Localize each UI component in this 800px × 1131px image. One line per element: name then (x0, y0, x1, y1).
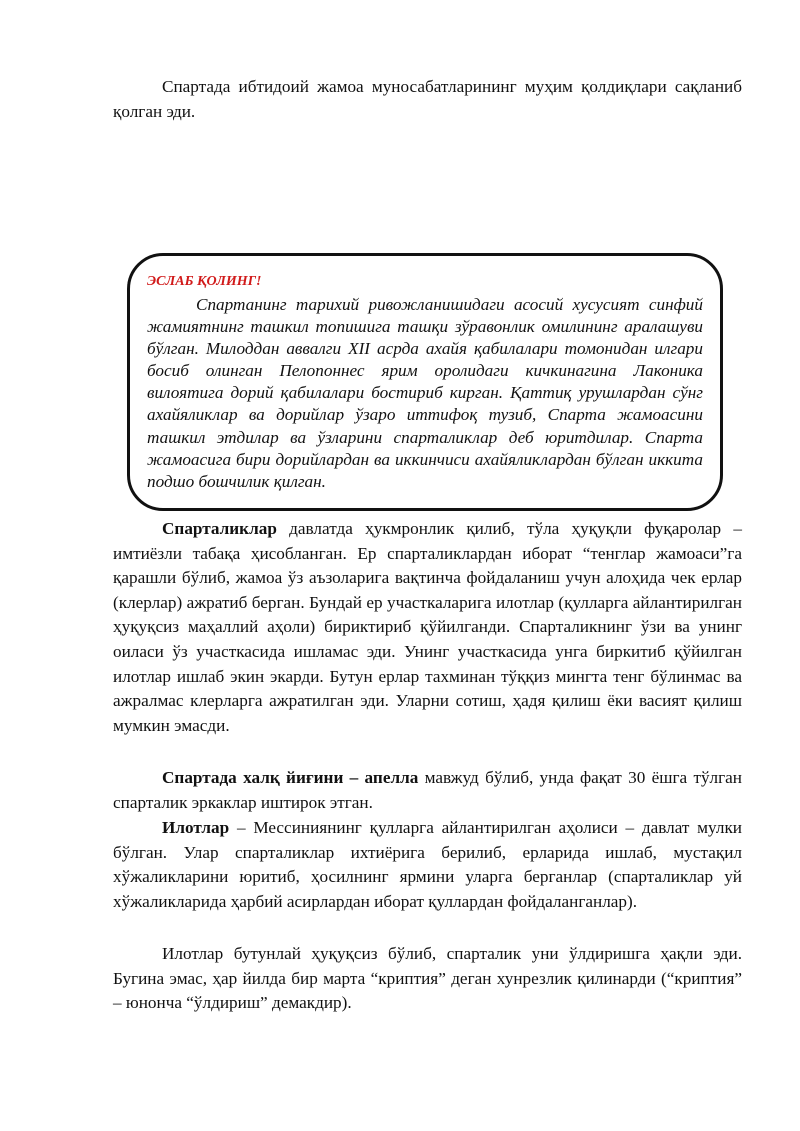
helots-second-paragraph (113, 942, 742, 1016)
callout-content (147, 272, 703, 498)
spartans-paragraph (113, 517, 742, 738)
callout-text: Спартанинг тарихий ривожланишидаги асосий хусусият синфий жамиятнинг ташкил топишига ташқи зўравонлик омилининг аралашуви бўлган. Милоддан аввалги XII асрда ахайя қабилалари томонидан илгари босиб олинган Пелопоннес ярим оролидаги кичкинагина Лаконика вилоятига дорий қабилалари бостириб кирган. Қаттиқ урушлардан сўнг ахайяликлар ва дорийлар ўзаро иттифоқ тузиб, Спарта жамоасини ташкил этдилар ва ўзларини спарталиклар деб юритдилар. Спарта жамоасига бири дорийлардан ва иккинчиси ахайяликлардан бўлган иккита подшо бошчилик қилган. (147, 295, 703, 491)
callout-title: ЭСЛАБ ҚОЛИНГ! (147, 274, 262, 289)
intro-text: Спартада ибтидоий жамоа муносабатларининг муҳим қолдиқлари сақланиб қолган эди. (113, 77, 742, 121)
spartans-term: Спарталиклар (162, 519, 277, 538)
remember-callout-box (127, 253, 723, 511)
helots-paragraph (113, 816, 742, 914)
helots-term: Илотлар (162, 818, 230, 837)
helots-second-text: Илотлар бутунлай ҳуқуқсиз бўлиб, спарталик уни ўлдиришга ҳақли эди. Бугина эмас, ҳар йилда бир марта “криптия” деган хунрезлик қилинарди (“криптия” – юнонча “ўлдириш” демакдир). (113, 944, 742, 1013)
spartans-text: давлатда ҳукмронлик қилиб, тўла ҳуқуқли фуқаролар – имтиёзли табақа ҳисобланган. Ер спарталиклардан иборат “тенглар жамоаси”га қарашли бўлиб, жамоа ўз аъзоларига вақтинча фойдаланиш учун алоҳида чек ерлар (клерлар) ажратиб берган. Бундай ер участкаларига илотлар (қулларга айлантирилган ҳуқуқсиз маҳаллий аҳоли) бириктириб қўйилганди. Спарталикнинг ўзи ва унинг оиласи ўз участкасида ишламас эди. Унинг участкасида унга биркитиб қўйилган илотлар ишлаб экин экарди. Бутун ерлар тахминан тўққиз мингта тенг бўлинмас ва ажралмас клерларга ажратилган эди. Уларни сотиш, ҳадя қилиш ёки васият қилиш мумкин эмасди. (113, 519, 742, 735)
apella-term: Спартада халқ йиғини – апелла (162, 768, 419, 787)
helots-text: – Мессиниянинг қулларга айлантирилган аҳолиси – давлат мулки бўлган. Улар спарталиклар ихтиёрига берилиб, ерларида ишлаб, мустақил хўжаликларини юритиб, ҳосилнинг ярмини уларга берганлар (спарталиклар уй хўжаликларида ҳарбий асирлардан иборат қуллардан фойдаланганлар). (113, 818, 742, 911)
apella-text: мавжуд бўлиб, унда фақат 30 ёшга тўлган спарталик эркаклар иштирок этган. (113, 768, 743, 812)
apella-paragraph (113, 766, 742, 815)
intro-paragraph (113, 75, 742, 124)
